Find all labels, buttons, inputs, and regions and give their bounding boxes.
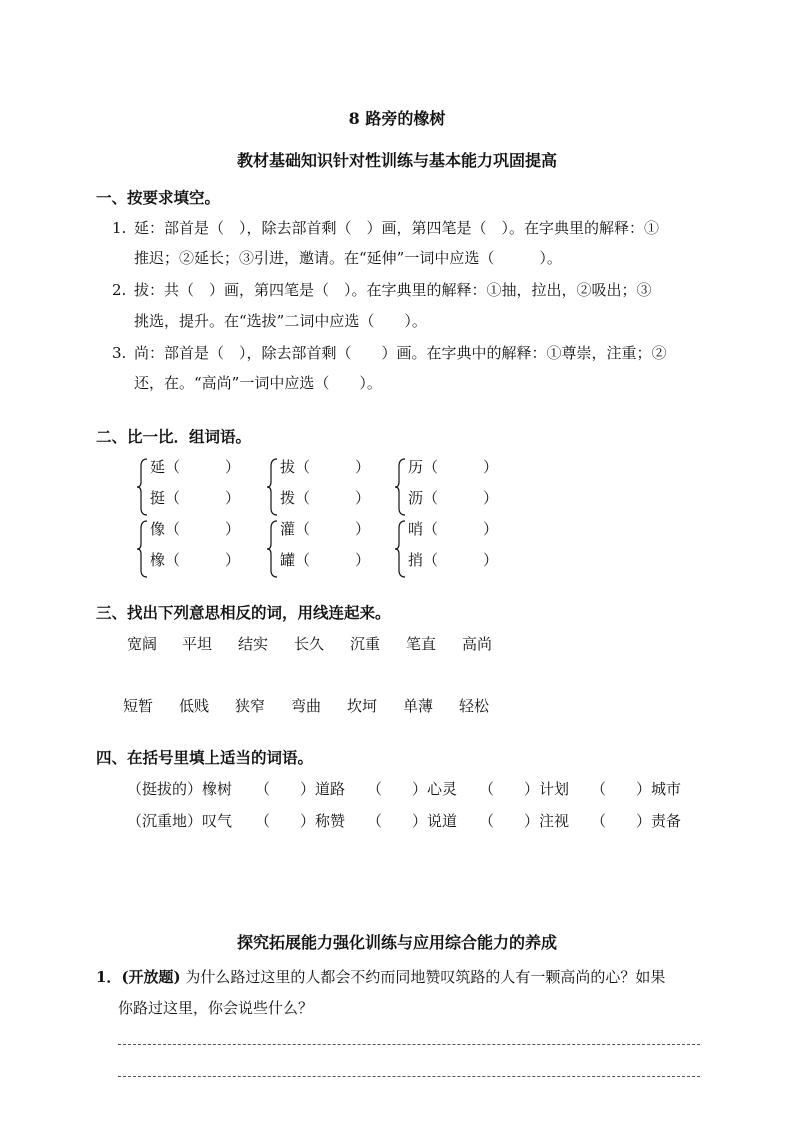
antonym-word: 长久 <box>294 635 325 653</box>
item-number: 2. <box>112 281 127 299</box>
compare-word-b: 捎（ ） <box>408 551 499 569</box>
compare-word-a: 像（ ） <box>150 520 241 538</box>
s1-heading: 一、按要求填空。 <box>96 188 221 207</box>
antonym-word: 低贱 <box>179 697 210 715</box>
compare-word-a: 延（ ） <box>150 458 241 476</box>
fill-phrase: （ ）道路 <box>255 780 346 798</box>
s4-heading: 四、在括号里填上适当的词语。 <box>96 748 314 767</box>
compare-word-a: 哨（ ） <box>408 520 499 538</box>
open-question-line1 <box>96 966 665 987</box>
fill-phrase: （沉重地）叹气 <box>127 812 233 830</box>
brace-icon <box>394 520 406 578</box>
fill-phrase: （ ）说道 <box>367 812 458 830</box>
fill-phrase: （ ）责备 <box>591 812 682 830</box>
antonym-word: 短暂 <box>123 697 154 715</box>
compare-word-b: 沥（ ） <box>408 489 499 507</box>
compare-word-b: 橡（ ） <box>150 551 241 569</box>
lesson-title: 8 路旁的橡树 <box>348 109 446 128</box>
s1-item2-line1 <box>112 279 652 300</box>
s1-item3-line2: 还，在。“高尚”一词中应选（ ）。 <box>134 374 382 392</box>
antonym-word: 平坦 <box>182 635 213 653</box>
compare-word-a: 历（ ） <box>408 458 499 476</box>
item-number: 1. <box>112 219 127 237</box>
brace-icon <box>266 458 278 516</box>
fill-phrase: （ ）注视 <box>479 812 570 830</box>
antonym-word: 结实 <box>238 635 269 653</box>
antonym-word: 狭窄 <box>235 697 266 715</box>
brace-icon <box>136 458 148 516</box>
antonym-word: 轻松 <box>459 697 490 715</box>
brace-icon <box>136 520 148 578</box>
fill-phrase: （ ）城市 <box>591 780 682 798</box>
item-text: 延：部首是（ ），除去部首剩（ ）画，第四笔是（ ）。在字典里的解释：① <box>134 219 660 237</box>
item-text: 尚：部首是（ ），除去部首剩（ ）画。在字典中的解释：①尊崇，注重；② <box>134 344 667 362</box>
compare-word-a: 灌（ ） <box>280 520 371 538</box>
answer-line[interactable] <box>118 1076 700 1077</box>
antonym-word: 高尚 <box>462 635 493 653</box>
s2-heading: 二、比一比．组词语。 <box>96 427 252 446</box>
compare-word-b: 拨（ ） <box>280 489 371 507</box>
question-text: 为什么路过这里的人都会不约而同地赞叹筑路的人有一颗高尚的心？如果 <box>185 968 666 986</box>
s1-item1-line2: 推迟；②延长；③引进，邀请。在“延伸”一词中应选（ ）。 <box>134 249 562 267</box>
antonym-word: 笔直 <box>406 635 437 653</box>
item-text: 拔：共（ ）画，第四笔是（ ）。在字典里的解释：①抽，拉出，②吸出；③ <box>134 281 652 299</box>
question-tag: (开放题) <box>121 968 181 986</box>
fill-phrase: （挺拔的）橡树 <box>127 780 233 798</box>
compare-group <box>266 456 386 520</box>
fill-phrase: （ ）称赞 <box>255 812 346 830</box>
s1-item1-line1 <box>112 217 659 238</box>
question-number: 1． <box>96 968 122 986</box>
s1-item3-line1 <box>112 342 667 363</box>
antonym-word: 弯曲 <box>291 697 322 715</box>
section-subtitle: 教材基础知识针对性训练与基本能力巩固提高 <box>236 151 557 170</box>
compare-word-b: 挺（ ） <box>150 489 241 507</box>
open-question-line2: 你路过这里，你会说些什么？ <box>118 999 314 1017</box>
compare-word-b: 罐（ ） <box>280 551 371 569</box>
answer-line[interactable] <box>118 1044 700 1045</box>
s3-heading: 三、找出下列意思相反的词，用线连起来。 <box>96 603 391 622</box>
fill-phrase: （ ）心灵 <box>367 780 458 798</box>
part2-heading: 探究拓展能力强化训练与应用综合能力的养成 <box>236 933 557 952</box>
s1-item2-line2: 挑选，提升。在“选拔”二词中应选（ ）。 <box>134 312 427 330</box>
compare-group <box>266 518 386 582</box>
item-number: 3. <box>112 344 127 362</box>
brace-icon <box>394 458 406 516</box>
compare-group <box>136 456 256 520</box>
fill-phrase: （ ）计划 <box>479 780 570 798</box>
antonym-word: 宽阔 <box>127 635 158 653</box>
antonym-word: 沉重 <box>350 635 381 653</box>
compare-group <box>394 456 514 520</box>
compare-group <box>136 518 256 582</box>
compare-group <box>394 518 514 582</box>
antonym-word: 坎坷 <box>347 697 378 715</box>
antonym-word: 单薄 <box>403 697 434 715</box>
compare-word-a: 拔（ ） <box>280 458 371 476</box>
brace-icon <box>266 520 278 578</box>
